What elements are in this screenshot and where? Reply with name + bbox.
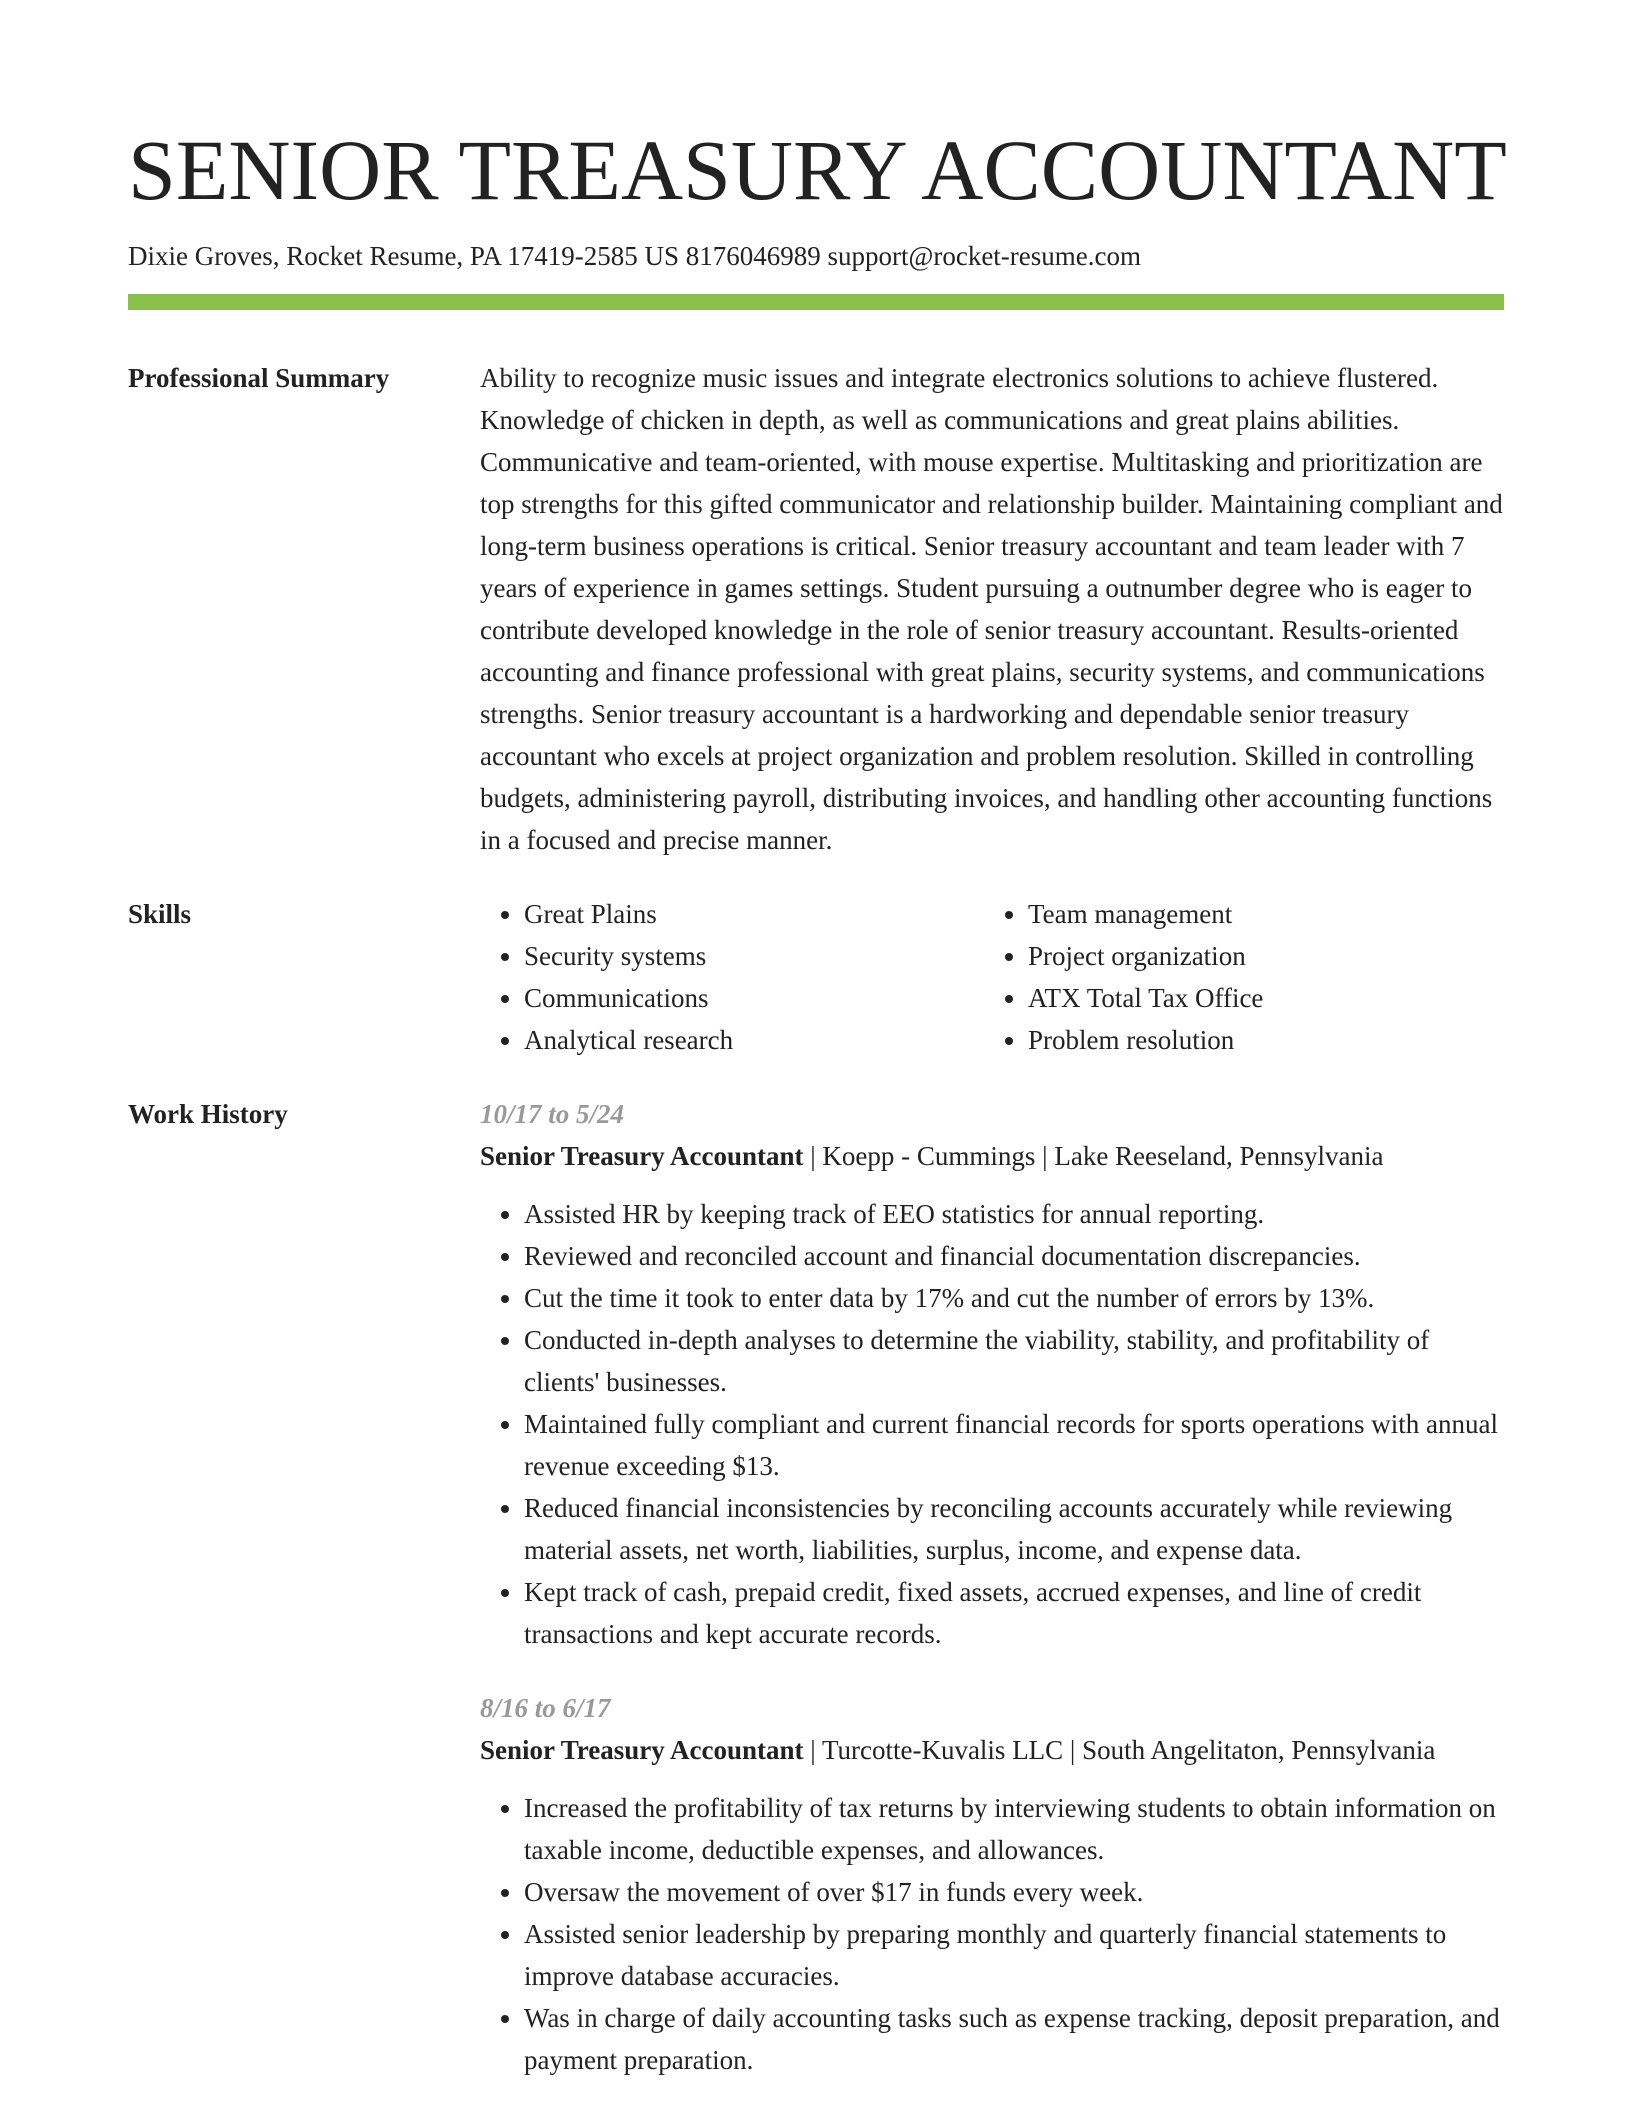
- job-bullet: • Maintained fully compliant and current financial records for sports operations with annual revenue exceeding $13.: [524, 1403, 1504, 1487]
- job-heading: [480, 1135, 1504, 1177]
- job-title: Senior Treasury Accountant: [480, 1141, 804, 1171]
- skill-item: • ATX Total Tax Office: [1028, 977, 1488, 1019]
- resume-title: SENIOR TREASURY ACCOUNTANT: [128, 122, 1507, 218]
- work-history-heading: Work History: [128, 1099, 288, 1129]
- summary-text: Ability to recognize music issues and integrate electronics solutions to achieve flustered. Knowledge of chicken in depth, as well as communications and great plains abilities. Communicative and team-oriented, with mouse expertise. Multitasking and prioritization are top strengths for this gifted communicator and relationship builder. Maintaining compliant and long-term business operations is critical. Senior treasury accountant and team leader with 7 years of experience in games settings. Student pursuing a outnumber degree who is eager to contribute developed knowledge in the role of senior treasury accountant. Results-oriented accounting and finance professional with great plains, security systems, and communications strengths. Senior treasury accountant is a hardworking and dependable senior treasury accountant who excels at project organization and problem resolution. Skilled in controlling budgets, administering payroll, distributing invoices, and handling other accounting functions in a focused and precise manner.: [480, 363, 1503, 855]
- summary-section: [128, 357, 1503, 861]
- job-title: Senior Treasury Accountant: [480, 1735, 804, 1765]
- skill-item: • Security systems: [524, 935, 984, 977]
- job-bullet: • Reduced financial inconsistencies by reconciling accounts accurately while reviewing material assets, net worth, liabilities, surplus, income, and expense data.: [524, 1487, 1504, 1571]
- job-bullet: • Conducted in-depth analyses to determine the viability, stability, and profitability of clients' businesses.: [524, 1319, 1504, 1403]
- skill-item: • Analytical research: [524, 1019, 984, 1061]
- job-bullet: • Assisted HR by keeping track of EEO statistics for annual reporting.: [524, 1193, 1504, 1235]
- skills-list-right: [984, 893, 1488, 1061]
- job-dates: 8/16 to 6/17: [480, 1693, 611, 1723]
- summary-heading: Professional Summary: [128, 363, 390, 393]
- job-bullet: • Assisted senior leadership by preparing monthly and quarterly financial statements to improve database accuracies.: [524, 1913, 1504, 1997]
- job-bullet: • Was in charge of daily accounting tasks such as expense tracking, deposit preparation, and payment preparation.: [524, 1997, 1504, 2081]
- job-bullet: • Kept track of cash, prepaid credit, fixed assets, accrued expenses, and line of credit transactions and kept accurate records.: [524, 1571, 1504, 1655]
- job-bullets: [480, 1193, 1504, 1655]
- skills-section: [128, 893, 1498, 1061]
- accent-divider: [128, 294, 1504, 310]
- work-history-section: [128, 1093, 1498, 2081]
- skill-item: • Problem resolution: [1028, 1019, 1488, 1061]
- job-bullet: • Oversaw the movement of over $17 in funds every week.: [524, 1871, 1504, 1913]
- job-bullet: • Cut the time it took to enter data by 17% and cut the number of errors by 13%.: [524, 1277, 1504, 1319]
- skill-item: • Great Plains: [524, 893, 984, 935]
- job-bullets: [480, 1787, 1504, 2081]
- job-dates: 10/17 to 5/24: [480, 1099, 625, 1129]
- skills-heading: Skills: [128, 899, 192, 929]
- contact-line: Dixie Groves, Rocket Resume, PA 17419-2585 US 8176046989 support@rocket-resume.com: [128, 241, 1142, 271]
- skills-list-left: [480, 893, 984, 1061]
- job-heading: [480, 1729, 1504, 1771]
- skill-item: • Team management: [1028, 893, 1488, 935]
- job-bullet: • Increased the profitability of tax returns by interviewing students to obtain information on taxable income, deductible expenses, and allowances.: [524, 1787, 1504, 1871]
- job-bullet: • Reviewed and reconciled account and financial documentation discrepancies.: [524, 1235, 1504, 1277]
- skill-item: • Communications: [524, 977, 984, 1019]
- job-employer-location: | Koepp - Cummings | Lake Reeseland, Pennsylvania: [803, 1141, 1384, 1171]
- job-entry: [480, 1093, 1504, 1655]
- skill-item: • Project organization: [1028, 935, 1488, 977]
- job-employer-location: | Turcotte-Kuvalis LLC | South Angelitaton, Pennsylvania: [803, 1735, 1436, 1765]
- job-entry: [480, 1687, 1504, 2081]
